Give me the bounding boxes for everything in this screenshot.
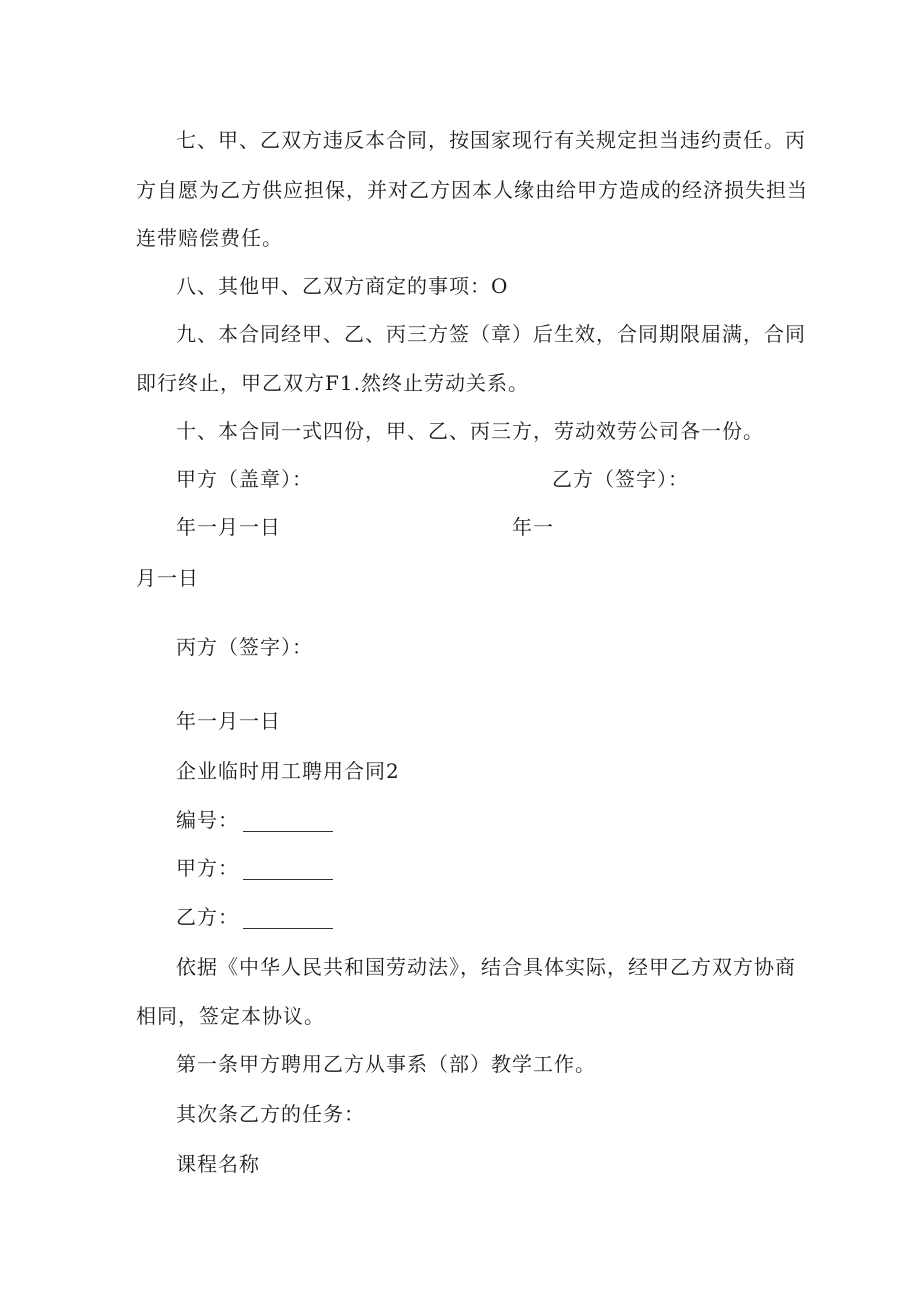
party-b-label: 乙方： [176, 905, 239, 929]
basis-line-2: 相同，签定本协议。 [136, 1004, 325, 1028]
contract-number-label: 编号： [176, 808, 239, 832]
party-c-sign-label: 丙方（签字）： [176, 635, 313, 659]
party-b-sign-label: 乙方（签字）： [552, 467, 689, 491]
contract-number-row [176, 808, 333, 832]
party-a-row [176, 856, 333, 880]
article-1: 第一条甲方聘用乙方从事系（部）教学工作。 [176, 1052, 596, 1076]
contract-number-blank [243, 813, 333, 832]
party-a-label: 甲方： [176, 856, 239, 880]
clause-8: 八、其他甲、乙双方商定的事项：O [176, 274, 509, 298]
clause-7-line-3: 连带赔偿费任。 [136, 226, 283, 250]
article-2: 其次条乙方的任务： [176, 1102, 365, 1126]
party-b-blank [243, 910, 333, 929]
party-a-blank [243, 861, 333, 880]
contract-2-title: 企业临时用工聘用合同2 [176, 759, 400, 783]
party-b-date-part-1: 年一 [512, 515, 554, 539]
clause-7-line-2: 方自愿为乙方供应担保，并对乙方因本人缘由给甲方造成的经济损失担当 [136, 178, 808, 202]
party-a-seal-label: 甲方（盖章）： [176, 467, 313, 491]
basis-line-1: 依据《中华人民共和国劳动法》，结合具体实际，经甲乙方双方协商 [176, 955, 796, 979]
clause-10: 十、本合同一式四份，甲、乙、丙三方，劳动效劳公司各一份。 [176, 419, 764, 443]
course-name-label: 课程名称 [176, 1152, 260, 1176]
party-a-date: 年一月一日 [176, 515, 281, 539]
clause-9-line-2: 即行终止，甲乙双方F1.然终止劳动关系。 [136, 371, 529, 395]
party-b-row [176, 905, 333, 929]
party-c-date: 年一月一日 [176, 709, 281, 733]
clause-7-line-1: 七、甲、乙双方违反本合同，按国家现行有关规定担当违约责任。丙 [176, 128, 806, 152]
party-b-date-part-2: 月一日 [136, 566, 199, 590]
clause-9-line-1: 九、本合同经甲、乙、丙三方签（章）后生效，合同期限届满，合同 [176, 322, 806, 346]
